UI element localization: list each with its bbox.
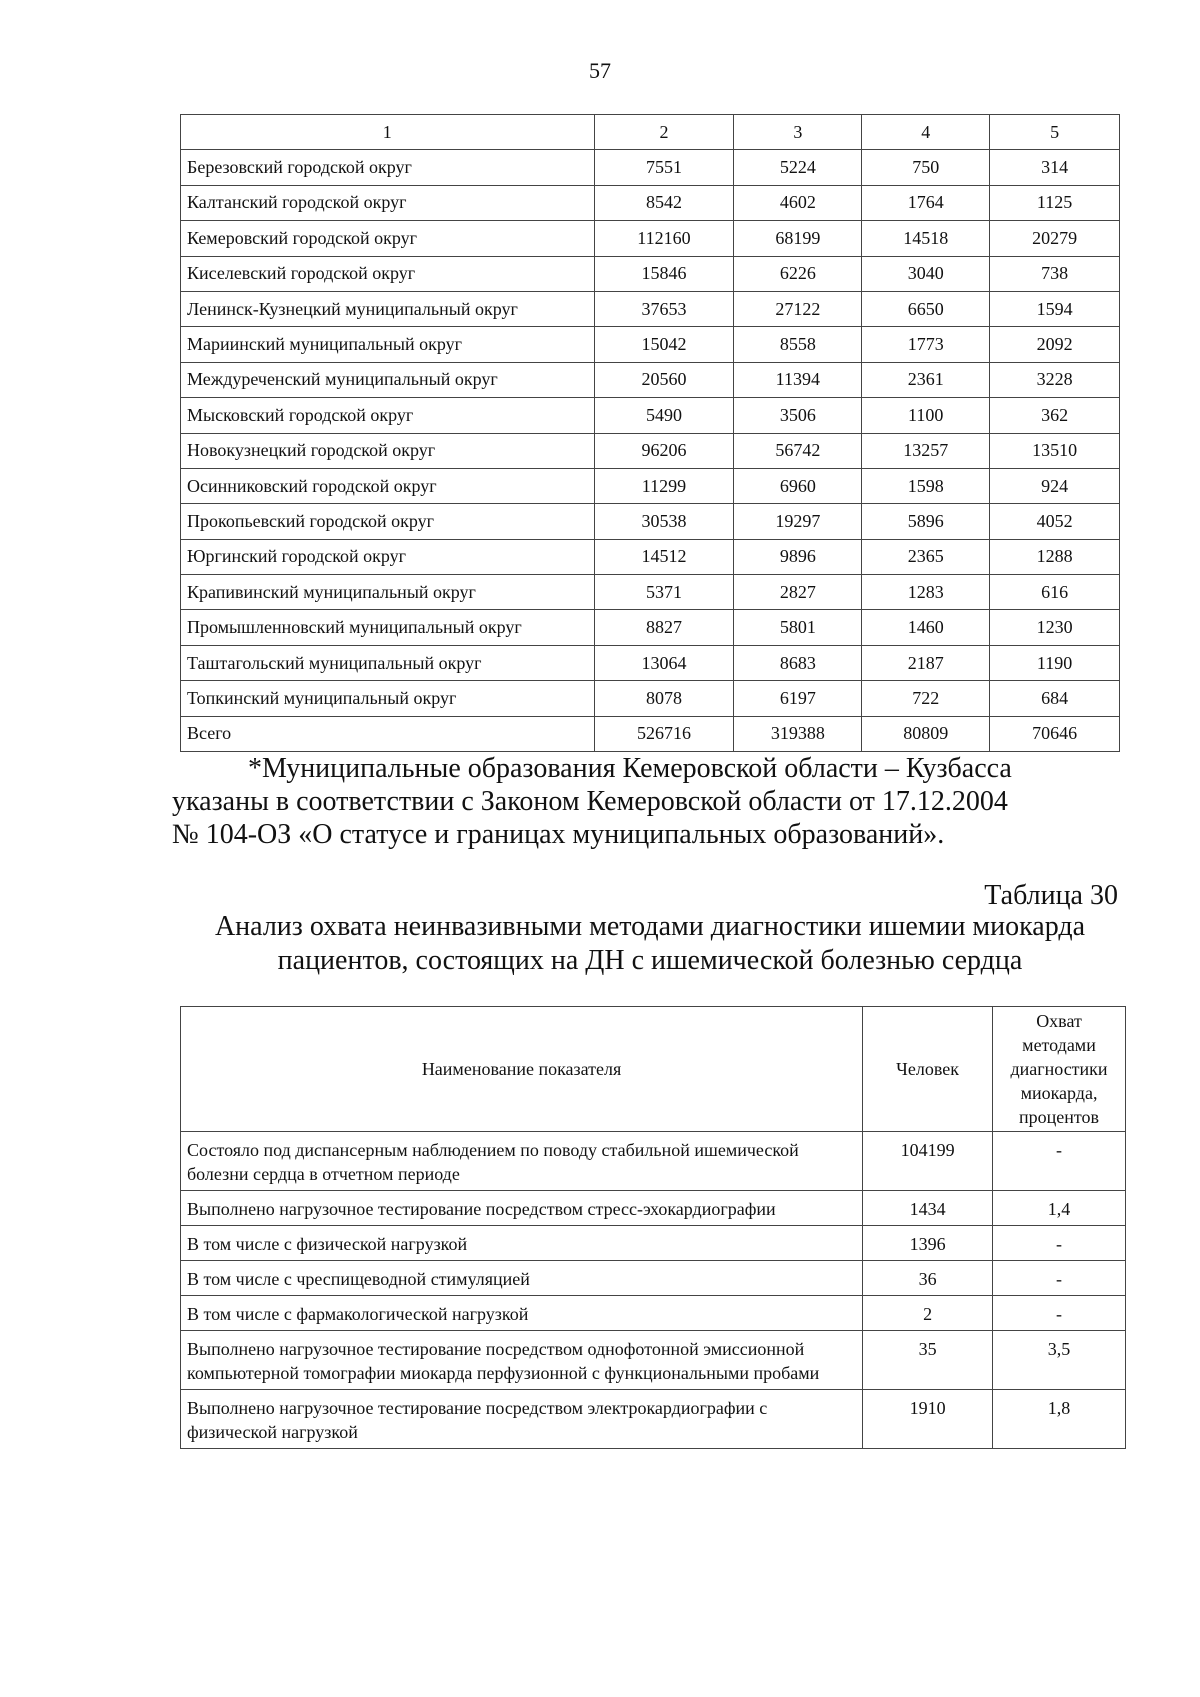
value-cell: 4602 — [734, 185, 862, 220]
value-cell: 27122 — [734, 291, 862, 326]
header-coverage-line: процентов — [1019, 1107, 1100, 1127]
people-count-cell: 36 — [863, 1261, 993, 1296]
value-cell: 2187 — [862, 645, 990, 680]
value-cell: 9896 — [734, 539, 862, 574]
municipality-name-cell: Топкинский муниципальный округ — [181, 681, 595, 716]
value-cell: 1125 — [990, 185, 1120, 220]
municipality-name-cell: Осинниковский городской округ — [181, 468, 595, 503]
value-cell: 2827 — [734, 575, 862, 610]
municipality-name-cell: Крапивинский муниципальный округ — [181, 575, 595, 610]
page-number: 57 — [589, 58, 611, 83]
value-cell: 15846 — [594, 256, 734, 291]
header-coverage-line: Охват — [1036, 1011, 1082, 1031]
value-cell: 5371 — [594, 575, 734, 610]
table-row — [181, 150, 1120, 185]
value-cell: 70646 — [990, 716, 1120, 751]
header-people: Человек — [863, 1007, 993, 1132]
footnote-line: № 104-ОЗ «О статусе и границах муниципальных образований». — [172, 819, 945, 850]
value-cell: 30538 — [594, 504, 734, 539]
value-cell: 13510 — [990, 433, 1120, 468]
table-row — [181, 468, 1120, 503]
indicator-name-cell: Выполнено нагрузочное тестирование посредством однофотонной эмиссионной компьютерной томографии миокарда перфузионной с функциональными пробами — [181, 1331, 863, 1390]
table-row — [181, 1132, 1126, 1191]
value-cell: 6226 — [734, 256, 862, 291]
table-row — [181, 362, 1120, 397]
people-count-cell: 104199 — [863, 1132, 993, 1191]
people-count-cell: 1910 — [863, 1390, 993, 1449]
footnote — [172, 752, 1119, 851]
value-cell: 1594 — [990, 291, 1120, 326]
table-title-line: Анализ охвата неинвазивными методами диагностики ишемии миокарда — [214, 911, 1086, 942]
municipality-name-cell: Промышленновский муниципальный округ — [181, 610, 595, 645]
municipality-name-cell: Кемеровский городской округ — [181, 221, 595, 256]
value-cell: 1100 — [862, 398, 990, 433]
table-row — [181, 645, 1120, 680]
table-row — [181, 610, 1120, 645]
municipality-name-cell: Ленинск-Кузнецкий муниципальный округ — [181, 291, 595, 326]
column-number-cell: 3 — [734, 115, 862, 150]
municipality-name-cell: Мариинский муниципальный округ — [181, 327, 595, 362]
value-cell: 8683 — [734, 645, 862, 680]
value-cell: 7551 — [594, 150, 734, 185]
value-cell: 19297 — [734, 504, 862, 539]
table-row — [181, 539, 1120, 574]
value-cell: 2365 — [862, 539, 990, 574]
value-cell: 20560 — [594, 362, 734, 397]
value-cell: 4052 — [990, 504, 1120, 539]
value-cell: 1288 — [990, 539, 1120, 574]
value-cell: 738 — [990, 256, 1120, 291]
value-cell: 2092 — [990, 327, 1120, 362]
table-row — [181, 575, 1120, 610]
table-row — [181, 504, 1120, 539]
table-title — [180, 910, 1120, 978]
column-number-cell: 5 — [990, 115, 1120, 150]
municipality-name-cell: Всего — [181, 716, 595, 751]
value-cell: 1190 — [990, 645, 1120, 680]
table-row — [181, 398, 1120, 433]
value-cell: 14512 — [594, 539, 734, 574]
value-cell: 8827 — [594, 610, 734, 645]
value-cell: 68199 — [734, 221, 862, 256]
value-cell: 1460 — [862, 610, 990, 645]
value-cell: 5801 — [734, 610, 862, 645]
table-row — [181, 291, 1120, 326]
indicator-name-cell: В том числе с физической нагрузкой — [181, 1226, 863, 1261]
value-cell: 924 — [990, 468, 1120, 503]
table-row — [181, 1261, 1126, 1296]
municipality-name-cell: Прокопьевский городской округ — [181, 504, 595, 539]
value-cell: 5490 — [594, 398, 734, 433]
value-cell: 362 — [990, 398, 1120, 433]
column-number-cell: 4 — [862, 115, 990, 150]
value-cell: 8078 — [594, 681, 734, 716]
municipality-name-cell: Междуреченский муниципальный округ — [181, 362, 595, 397]
indicator-name-cell: Выполнено нагрузочное тестирование посредством стресс-эхокардиографии — [181, 1191, 863, 1226]
table-header-row — [181, 1007, 1126, 1132]
value-cell: 750 — [862, 150, 990, 185]
table-row — [181, 433, 1120, 468]
table-title-line: пациентов, состоящих на ДН с ишемической болезнью сердца — [277, 945, 1023, 976]
header-coverage-line: методами — [1022, 1035, 1096, 1055]
value-cell: 5224 — [734, 150, 862, 185]
table-row — [181, 256, 1120, 291]
value-cell: 6650 — [862, 291, 990, 326]
coverage-percent-cell: - — [993, 1296, 1126, 1331]
value-cell: 15042 — [594, 327, 734, 362]
value-cell: 13064 — [594, 645, 734, 680]
value-cell: 1230 — [990, 610, 1120, 645]
indicator-name-cell: Выполнено нагрузочное тестирование посредством электрокардиографии с физической нагрузкой — [181, 1390, 863, 1449]
value-cell: 684 — [990, 681, 1120, 716]
value-cell: 96206 — [594, 433, 734, 468]
value-cell: 20279 — [990, 221, 1120, 256]
value-cell: 319388 — [734, 716, 862, 751]
municipality-name-cell: Юргинский городской округ — [181, 539, 595, 574]
value-cell: 1764 — [862, 185, 990, 220]
table-row — [181, 1390, 1126, 1449]
municipal-statistics-table — [180, 114, 1120, 752]
table-row — [181, 1331, 1126, 1390]
municipality-name-cell: Киселевский городской округ — [181, 256, 595, 291]
value-cell: 3228 — [990, 362, 1120, 397]
table-row — [181, 327, 1120, 362]
value-cell: 11394 — [734, 362, 862, 397]
coverage-percent-cell: - — [993, 1261, 1126, 1296]
indicator-name-cell: В том числе с фармакологической нагрузкой — [181, 1296, 863, 1331]
coverage-percent-cell: 1,8 — [993, 1390, 1126, 1449]
table-row — [181, 1226, 1126, 1261]
table-header-row — [181, 115, 1120, 150]
column-number-cell: 1 — [181, 115, 595, 150]
header-coverage — [993, 1007, 1126, 1132]
table-number: Таблица 30 — [984, 880, 1118, 911]
people-count-cell: 35 — [863, 1331, 993, 1390]
municipality-name-cell: Мысковский городской округ — [181, 398, 595, 433]
value-cell: 314 — [990, 150, 1120, 185]
footnote-line: *Муниципальные образования Кемеровской области – Кузбасса — [248, 753, 1012, 784]
footnote-line: указаны в соответствии с Законом Кемеровской области от 17.12.2004 — [172, 786, 1008, 817]
ischemia-diagnostics-table — [180, 1006, 1126, 1449]
value-cell: 37653 — [594, 291, 734, 326]
value-cell: 3506 — [734, 398, 862, 433]
value-cell: 526716 — [594, 716, 734, 751]
header-coverage-line: диагностики — [1010, 1059, 1108, 1079]
value-cell: 1773 — [862, 327, 990, 362]
municipality-name-cell: Таштагольский муниципальный округ — [181, 645, 595, 680]
indicator-name-cell: В том числе с чреспищеводной стимуляцией — [181, 1261, 863, 1296]
value-cell: 2361 — [862, 362, 990, 397]
value-cell: 722 — [862, 681, 990, 716]
table-row — [181, 221, 1120, 256]
people-count-cell: 2 — [863, 1296, 993, 1331]
value-cell: 8558 — [734, 327, 862, 362]
value-cell: 5896 — [862, 504, 990, 539]
value-cell: 80809 — [862, 716, 990, 751]
value-cell: 6960 — [734, 468, 862, 503]
indicator-name-cell: Состояло под диспансерным наблюдением по поводу стабильной ишемической болезни сердца в отчетном периоде — [181, 1132, 863, 1191]
municipality-name-cell: Калтанский городской округ — [181, 185, 595, 220]
value-cell: 8542 — [594, 185, 734, 220]
column-number-cell: 2 — [594, 115, 734, 150]
people-count-cell: 1434 — [863, 1191, 993, 1226]
value-cell: 1598 — [862, 468, 990, 503]
value-cell: 56742 — [734, 433, 862, 468]
table-row — [181, 1296, 1126, 1331]
value-cell: 616 — [990, 575, 1120, 610]
people-count-cell: 1396 — [863, 1226, 993, 1261]
municipality-name-cell: Березовский городской округ — [181, 150, 595, 185]
table-row — [181, 1191, 1126, 1226]
table-row — [181, 716, 1120, 751]
municipality-name-cell: Новокузнецкий городской округ — [181, 433, 595, 468]
table-row — [181, 185, 1120, 220]
value-cell: 3040 — [862, 256, 990, 291]
coverage-percent-cell: 3,5 — [993, 1331, 1126, 1390]
value-cell: 1283 — [862, 575, 990, 610]
value-cell: 112160 — [594, 221, 734, 256]
coverage-percent-cell: - — [993, 1132, 1126, 1191]
value-cell: 11299 — [594, 468, 734, 503]
value-cell: 14518 — [862, 221, 990, 256]
header-indicator-name: Наименование показателя — [181, 1007, 863, 1132]
value-cell: 13257 — [862, 433, 990, 468]
coverage-percent-cell: - — [993, 1226, 1126, 1261]
header-coverage-line: миокарда, — [1020, 1083, 1098, 1103]
table-row — [181, 681, 1120, 716]
coverage-percent-cell: 1,4 — [993, 1191, 1126, 1226]
value-cell: 6197 — [734, 681, 862, 716]
